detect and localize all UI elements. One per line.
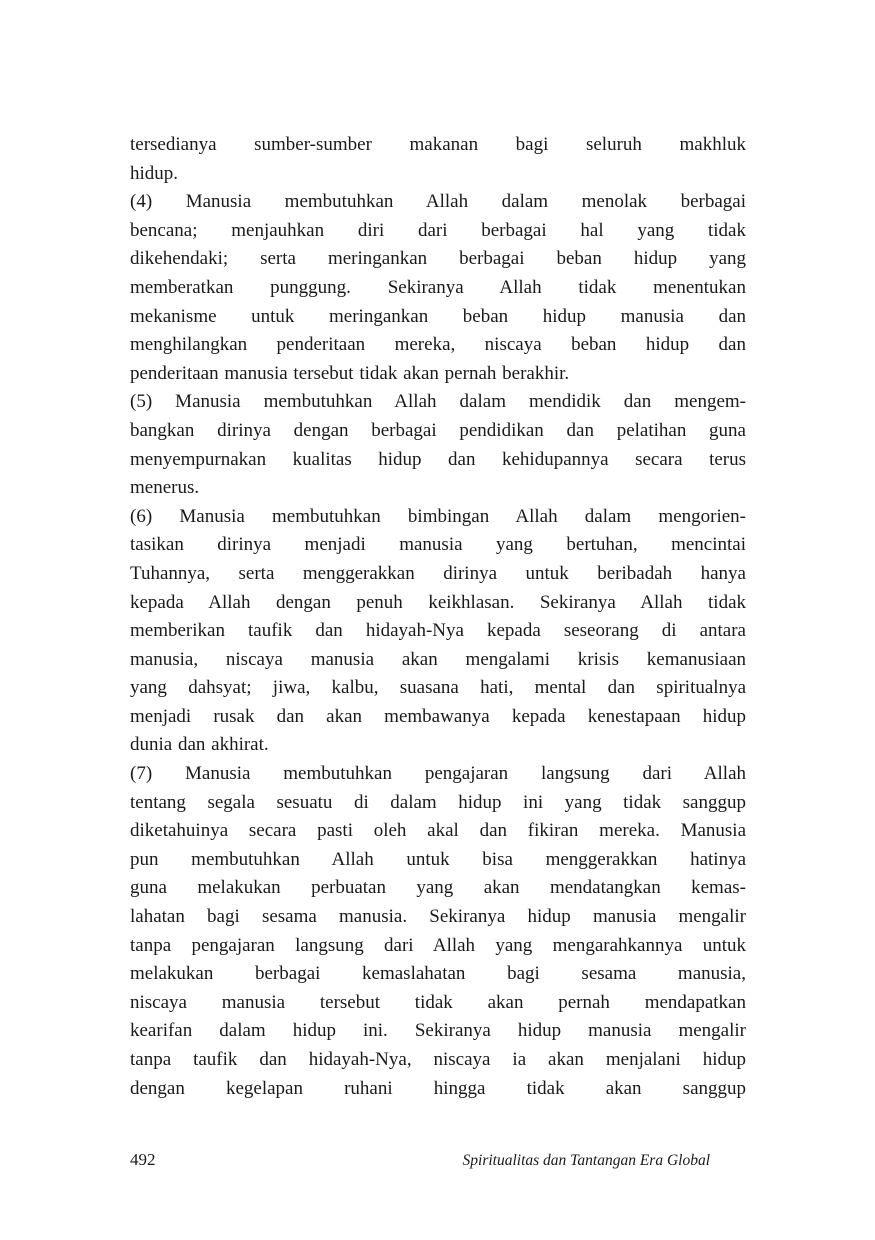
page-number: 492 (130, 1150, 156, 1169)
text-line: bangkan dirinya dengan berbagai pendidikan dan pelatihan guna (130, 419, 746, 441)
text-line: melakukan berbagai kemaslahatan bagi sesama manusia, (130, 963, 746, 985)
text-line: niscaya manusia tersebut tidak akan pernah mendapatkan (130, 991, 746, 1013)
text-line: tanpa taufik dan hidayah-Nya, niscaya ia akan menjalani hidup (130, 1049, 746, 1070)
text-line: pun membutuhkan Allah untuk bisa menggerakkan hatinya (130, 848, 746, 870)
text-line: menjadi rusak dan akan membawanya kepada kenestapaan hidup (130, 705, 746, 727)
text-line: memberikan taufik dan hidayah-Nya kepada seseorang di antara (130, 620, 746, 642)
text-line: tanpa pengajaran langsung dari Allah yang mengarahkannya untuk (130, 934, 746, 956)
text-line: mekanisme untuk meringankan beban hidup manusia dan (130, 305, 746, 327)
text-line: hidup. (130, 162, 179, 184)
text-line: penderitaan manusia tersebut tidak akan pernah berakhir. (130, 362, 570, 384)
text-line: dengan kegelapan ruhani hingga tidak akan sanggup (130, 1077, 746, 1099)
text-line: menerus. (130, 477, 200, 499)
text-line: kepada Allah dengan penuh keikhlasan. Sekiranya Allah tidak (130, 591, 746, 613)
text-line: guna melakukan perbuatan yang akan mendatangkan kemas- (130, 877, 746, 899)
text-line: dikehendaki; serta meringankan berbagai beban hidup yang (130, 248, 746, 270)
text-line: dunia dan akhirat. (130, 734, 269, 756)
text-line: manusia, niscaya manusia akan mengalami krisis kemanusiaan (130, 648, 746, 670)
running-title: Spiritualitas dan Tantangan Era Global (462, 1152, 710, 1169)
text-line: tersedianya sumber-sumber makanan bagi seluruh makhluk (130, 134, 746, 155)
text-line: menghilangkan penderitaan mereka, niscaya beban hidup dan (130, 334, 746, 356)
page-footer (130, 1150, 746, 1170)
text-line: tentang segala sesuatu di dalam hidup ini yang tidak sanggup (130, 791, 746, 813)
text-line: lahatan bagi sesama manusia. Sekiranya hidup manusia mengalir (130, 906, 746, 928)
text-line: Tuhannya, serta menggerakkan dirinya untuk beribadah hanya (130, 562, 746, 584)
text-line: tasikan dirinya menjadi manusia yang bertuhan, mencintai (130, 534, 746, 556)
text-line: (6) Manusia membutuhkan bimbingan Allah dalam mengorien- (130, 505, 746, 527)
text-line: memberatkan punggung. Sekiranya Allah tidak menentukan (130, 276, 746, 298)
text-line: menyempurnakan kualitas hidup dan kehidupannya secara terus (130, 448, 746, 470)
text-line: kearifan dalam hidup ini. Sekiranya hidup manusia mengalir (130, 1020, 746, 1042)
text-line: bencana; menjauhkan diri dari berbagai hal yang tidak (130, 219, 746, 241)
text-line: (4) Manusia membutuhkan Allah dalam menolak berbagai (130, 191, 746, 213)
text-line: diketahuinya secara pasti oleh akal dan fikiran mereka. Manusia (130, 820, 746, 842)
text-line: (5) Manusia membutuhkan Allah dalam mendidik dan mengem- (130, 391, 746, 413)
body-text (130, 131, 746, 1103)
text-line: (7) Manusia membutuhkan pengajaran langsung dari Allah (130, 763, 746, 785)
text-line: yang dahsyat; jiwa, kalbu, suasana hati, mental dan spiritualnya (130, 677, 746, 699)
